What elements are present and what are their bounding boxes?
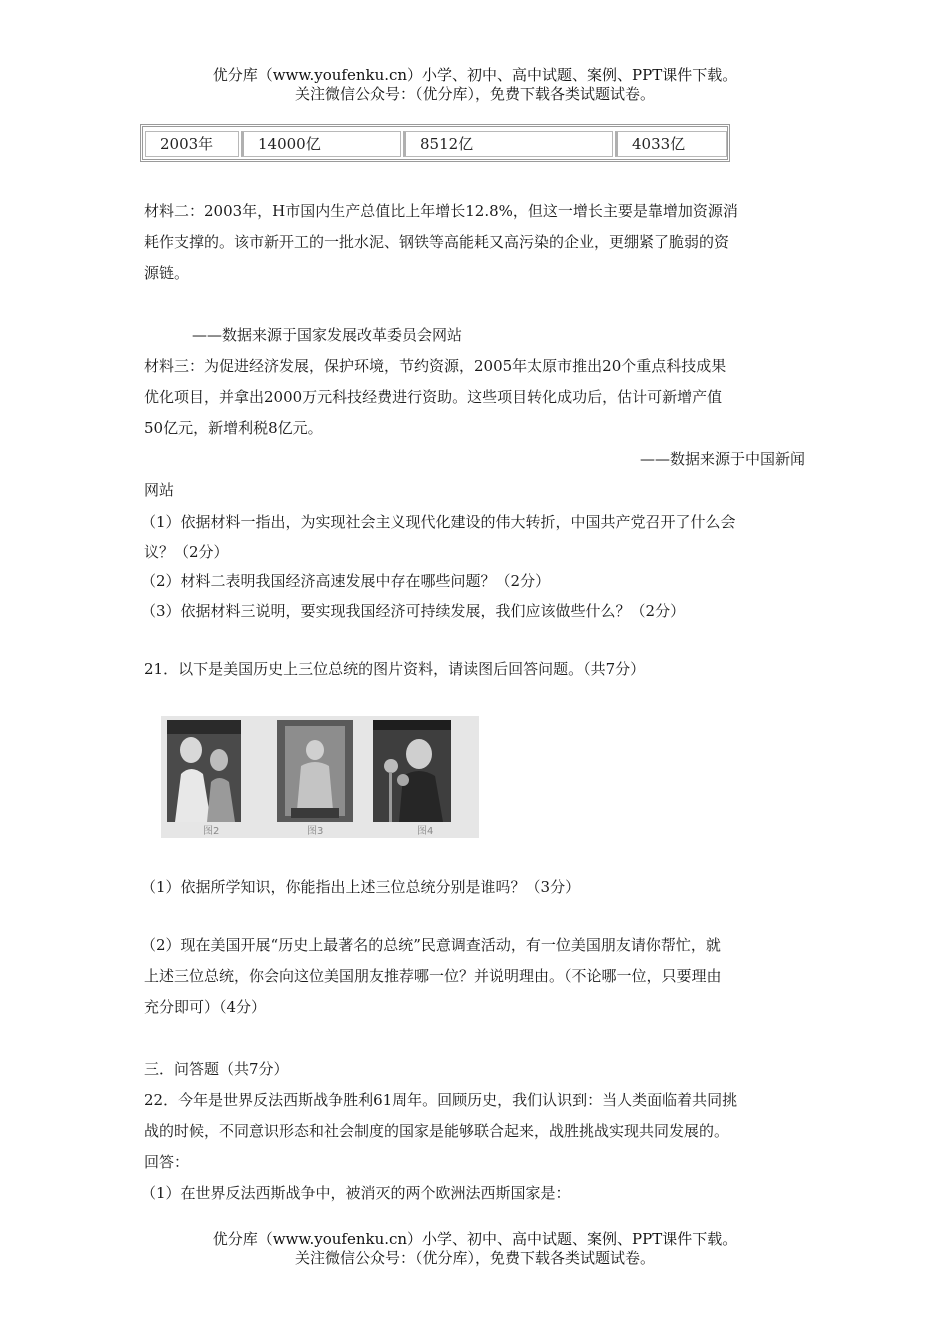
table-cell-value-1: 14000亿	[241, 131, 401, 157]
photo-1-image	[167, 720, 241, 822]
q22-1: （1）在世界反法西斯战争中，被消灭的两个欧洲法西斯国家是：	[141, 1184, 571, 1202]
material3-source-a: ——数据来源于中国新闻	[639, 450, 805, 468]
material3-line-2: 优化项目，并拿出2000万元科技经费进行资助。这些项目转化成功后，估计可新增产值	[144, 388, 723, 406]
q21-2-line-a: （2）现在美国开展“历史上最著名的总统”民意调查活动，有一位美国朋友请你帮忙，就	[141, 936, 721, 954]
header-line-1: 优分库（www.youfenku.cn）小学、初中、高中试题、案例、PPT课件下载。	[212, 66, 738, 84]
president-photo-1	[167, 720, 241, 822]
footer-line-2: 关注微信公众号：（优分库），免费下载各类试题试卷。	[294, 1249, 655, 1267]
page-header	[0, 66, 950, 104]
footer-line-1: 优分库（www.youfenku.cn）小学、初中、高中试题、案例、PPT课件下载。	[212, 1230, 738, 1248]
data-table-row	[140, 124, 730, 162]
photo-caption-1: 图2	[203, 826, 220, 837]
photo-2-image	[277, 720, 353, 822]
material3-line-3: 50亿元，新增利税8亿元。	[144, 419, 323, 437]
material3-line-1: 材料三：为促进经济发展，保护环境，节约资源，2005年太原市推出20个重点科技成果	[144, 357, 727, 375]
q21-2-line-b: 上述三位总统，你会向这位美国朋友推荐哪一位？并说明理由。（不论哪一位，只要理由	[144, 967, 722, 985]
q20-2: （2）材料二表明我国经济高速发展中存在哪些问题？（2分）	[141, 572, 551, 590]
table-cell-value-3: 4033亿	[615, 131, 727, 157]
material2-line-1: 材料二：2003年，H市国内生产总值比上年增长12.8%，但这一增长主要是靠增加资源消	[144, 202, 738, 220]
material2-source: ——数据来源于国家发展改革委员会网站	[192, 326, 463, 344]
page-footer	[0, 1230, 950, 1268]
q20-3: （3）依据材料三说明，要实现我国经济可持续发展，我们应该做些什么？（2分）	[141, 602, 686, 620]
q21-2-line-c: 充分即可）（4分）	[144, 998, 267, 1016]
material2-line-2: 耗作支撑的。该市新开工的一批水泥、钢铁等高能耗又高污染的企业，更绷紧了脆弱的资	[144, 233, 730, 251]
q22-line-b: 战的时候，不同意识形态和社会制度的国家是能够联合起来，战胜挑战实现共同发展的。	[144, 1122, 730, 1140]
table-cell-value-2: 8512亿	[403, 131, 613, 157]
table-cell-year: 2003年	[145, 131, 239, 157]
president-photo-3	[373, 720, 451, 822]
q21-1: （1）依据所学知识，你能指出上述三位总统分别是谁吗？（3分）	[141, 878, 581, 896]
header-line-2: 关注微信公众号：（优分库），免费下载各类试题试卷。	[294, 85, 655, 103]
q20-1-line-a: （1）依据材料一指出，为实现社会主义现代化建设的伟大转折，中国共产党召开了什么会	[141, 513, 736, 531]
photo-3-image	[373, 720, 451, 822]
president-photo-2	[277, 720, 353, 822]
q22-line-a: 22．今年是世界反法西斯战争胜利61周年。回顾历史，我们认识到：当人类面临着共同挑	[144, 1091, 738, 1109]
president-photos	[161, 716, 479, 838]
q22-line-c: 回答：	[144, 1153, 190, 1171]
section3-title: 三．问答题（共7分）	[144, 1060, 289, 1078]
q21-title: 21．以下是美国历史上三位总统的图片资料，请读图后回答问题。（共7分）	[144, 660, 646, 678]
material3-source-b: 网站	[144, 481, 175, 499]
material2-line-3: 源链。	[144, 264, 190, 282]
q20-1-line-b: 议？（2分）	[144, 543, 229, 561]
photo-caption-2: 图3	[307, 826, 324, 837]
photo-caption-3: 图4	[417, 826, 434, 837]
